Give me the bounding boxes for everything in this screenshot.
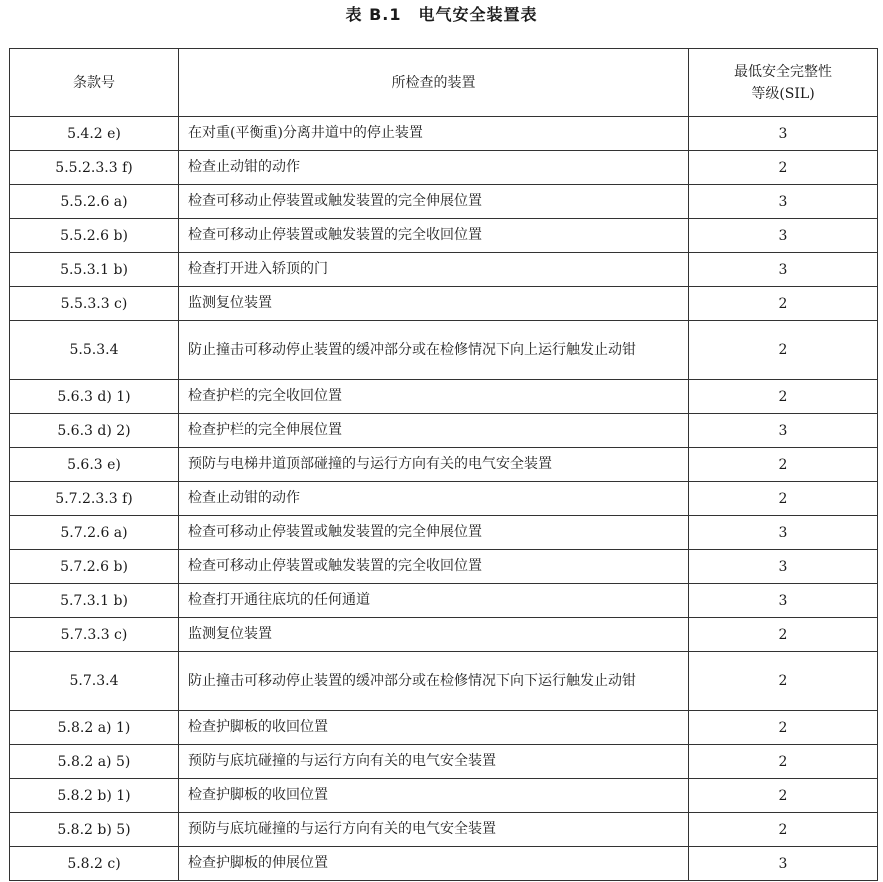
table-row xyxy=(10,745,878,779)
row-clause: 5.5.3.4 xyxy=(10,321,179,380)
row-device: 检查护脚板的收回位置 xyxy=(179,711,689,745)
table-row xyxy=(10,321,878,380)
row-device: 检查打开通往底坑的任何通道 xyxy=(179,584,689,618)
row-clause: 5.8.2 b) 1) xyxy=(10,779,179,813)
header-sil xyxy=(689,49,878,117)
row-clause: 5.5.2.6 b) xyxy=(10,219,179,253)
row-clause: 5.7.2.6 a) xyxy=(10,516,179,550)
table-row xyxy=(10,652,878,711)
row-device: 检查护栏的完全伸展位置 xyxy=(179,414,689,448)
row-device: 检查护脚板的伸展位置 xyxy=(179,847,689,881)
table-row xyxy=(10,151,878,185)
row-device: 检查止动钳的动作 xyxy=(179,151,689,185)
table-row xyxy=(10,813,878,847)
table-row xyxy=(10,287,878,321)
row-device: 预防与底坑碰撞的与运行方向有关的电气安全装置 xyxy=(179,745,689,779)
table-row xyxy=(10,414,878,448)
row-sil: 3 xyxy=(689,847,878,881)
row-device: 防止撞击可移动停止装置的缓冲部分或在检修情况下向下运行触发止动钳 xyxy=(179,652,689,711)
table-row xyxy=(10,550,878,584)
table-row xyxy=(10,380,878,414)
row-clause: 5.5.3.3 c) xyxy=(10,287,179,321)
table-row xyxy=(10,185,878,219)
row-device: 预防与底坑碰撞的与运行方向有关的电气安全装置 xyxy=(179,813,689,847)
row-sil: 2 xyxy=(689,482,878,516)
row-sil: 3 xyxy=(689,219,878,253)
table-body xyxy=(10,117,878,881)
row-device: 预防与电梯井道顶部碰撞的与运行方向有关的电气安全装置 xyxy=(179,448,689,482)
table-row xyxy=(10,847,878,881)
row-sil: 2 xyxy=(689,618,878,652)
row-clause: 5.5.2.6 a) xyxy=(10,185,179,219)
header-sil-line1: 最低安全完整性 xyxy=(734,63,832,80)
row-sil: 2 xyxy=(689,448,878,482)
row-sil: 2 xyxy=(689,813,878,847)
row-clause: 5.4.2 e) xyxy=(10,117,179,151)
header-sil-line2: 等级(SIL) xyxy=(751,85,815,102)
row-device: 检查可移动止停装置或触发装置的完全收回位置 xyxy=(179,550,689,584)
row-clause: 5.7.3.3 c) xyxy=(10,618,179,652)
table-header-row xyxy=(10,49,878,117)
row-sil: 2 xyxy=(689,652,878,711)
row-device: 检查可移动止停装置或触发装置的完全伸展位置 xyxy=(179,516,689,550)
row-clause: 5.6.3 d) 2) xyxy=(10,414,179,448)
header-clause: 条款号 xyxy=(10,49,179,117)
table-row xyxy=(10,117,878,151)
table-row xyxy=(10,253,878,287)
table-title: 表 B.1 电气安全装置表 xyxy=(345,5,538,24)
row-sil: 2 xyxy=(689,711,878,745)
row-device: 监测复位装置 xyxy=(179,287,689,321)
row-sil: 3 xyxy=(689,550,878,584)
row-clause: 5.7.3.1 b) xyxy=(10,584,179,618)
row-sil: 2 xyxy=(689,287,878,321)
table-row xyxy=(10,711,878,745)
table-row xyxy=(10,516,878,550)
row-sil: 3 xyxy=(689,584,878,618)
row-device: 防止撞击可移动停止装置的缓冲部分或在检修情况下向上运行触发止动钳 xyxy=(179,321,689,380)
row-clause: 5.7.2.3.3 f) xyxy=(10,482,179,516)
row-clause: 5.8.2 a) 1) xyxy=(10,711,179,745)
row-device: 检查打开进入轿顶的门 xyxy=(179,253,689,287)
row-device: 在对重(平衡重)分离井道中的停止装置 xyxy=(179,117,689,151)
table-row xyxy=(10,779,878,813)
row-device: 检查护栏的完全收回位置 xyxy=(179,380,689,414)
row-clause: 5.5.3.1 b) xyxy=(10,253,179,287)
row-clause: 5.6.3 e) xyxy=(10,448,179,482)
row-sil: 3 xyxy=(689,253,878,287)
row-sil: 2 xyxy=(689,779,878,813)
row-device: 检查护脚板的收回位置 xyxy=(179,779,689,813)
table-row xyxy=(10,618,878,652)
row-clause: 5.8.2 a) 5) xyxy=(10,745,179,779)
row-sil: 3 xyxy=(689,185,878,219)
row-clause: 5.8.2 b) 5) xyxy=(10,813,179,847)
row-sil: 2 xyxy=(689,745,878,779)
row-clause: 5.5.2.3.3 f) xyxy=(10,151,179,185)
row-sil: 3 xyxy=(689,516,878,550)
table-row xyxy=(10,219,878,253)
row-sil: 3 xyxy=(689,414,878,448)
header-device: 所检查的装置 xyxy=(179,49,689,117)
row-device: 检查可移动止停装置或触发装置的完全收回位置 xyxy=(179,219,689,253)
row-sil: 3 xyxy=(689,117,878,151)
row-device: 监测复位装置 xyxy=(179,618,689,652)
row-sil: 2 xyxy=(689,321,878,380)
row-sil: 2 xyxy=(689,151,878,185)
electrical-safety-devices-table xyxy=(9,48,878,881)
row-device: 检查止动钳的动作 xyxy=(179,482,689,516)
row-clause: 5.7.3.4 xyxy=(10,652,179,711)
row-clause: 5.6.3 d) 1) xyxy=(10,380,179,414)
table-row xyxy=(10,448,878,482)
table-row xyxy=(10,584,878,618)
row-clause: 5.7.2.6 b) xyxy=(10,550,179,584)
row-sil: 2 xyxy=(689,380,878,414)
table-row xyxy=(10,482,878,516)
row-clause: 5.8.2 c) xyxy=(10,847,179,881)
row-device: 检查可移动止停装置或触发装置的完全伸展位置 xyxy=(179,185,689,219)
